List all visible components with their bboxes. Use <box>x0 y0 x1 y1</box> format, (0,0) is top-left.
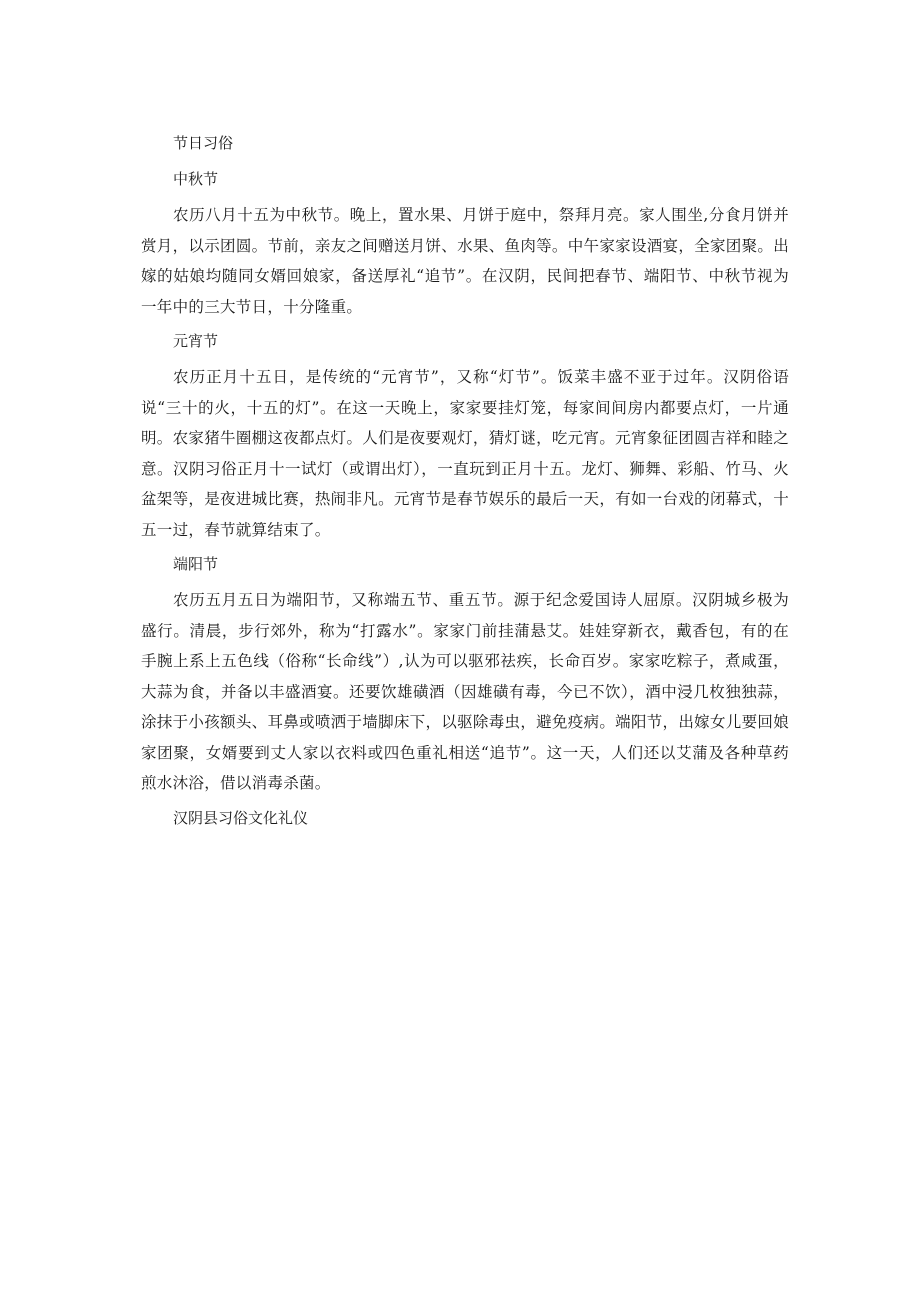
mid-autumn-paragraph: 农历八月十五为中秋节。晚上，置水果、月饼于庭中，祭拜月亮。家人围坐,分食月饼并赏月，以示团圆。节前，亲友之间赠送月饼、水果、鱼肉等。中午家家设酒宴，全家团聚。出嫁的姑娘均随同女婿回娘家，备送厚礼“追节”。在汉阴，民间把春节、端阳节、中秋节视为一年中的三大节日，十分隆重。 <box>141 206 789 316</box>
mid-autumn-heading: 中秋节 <box>173 170 219 188</box>
dragon-boat-heading: 端阳节 <box>173 555 219 573</box>
section-title: 节日习俗 <box>173 134 234 152</box>
dragon-boat-paragraph: 农历五月五日为端阳节，又称端五节、重五节。源于纪念爱国诗人屈原。汉阴城乡极为盛行。清晨，步行郊外，称为“打露水”。家家门前挂蒲悬艾。娃娃穿新衣，戴香包，有的在手腕上系上五色线（俗称“长命线”）,认为可以驱邪祛疾，长命百岁。家家吃粽子，煮咸蛋，大蒜为食，并备以丰盛酒宴。还要饮雄磺酒（因雄磺有毒，今已不饮），酒中浸几枚独独蒜，涂抹于小孩额头、耳鼻或喷洒于墙脚床下，以驱除毒虫，避免疫病。端阳节，出嫁女儿要回娘家团聚，女婿要到丈人家以衣料或四色重礼相送“追节”。这一天，人们还以艾蒲及各种草药煎水沐浴，借以消毒杀菌。 <box>141 591 789 792</box>
document-page <box>141 128 789 839</box>
lantern-festival-paragraph: 农历正月十五日，是传统的“元宵节”，又称“灯节”。饭菜丰盛不亚于过年。汉阴俗语说“三十的火，十五的灯”。在这一天晚上，家家要挂灯笼，每家间间房内都要点灯，一片通明。农家猪牛圈棚这夜都点灯。人们是夜要观灯，猜灯谜，吃元宵。元宵象征团圆吉祥和睦之意。汉阴习俗正月十一试灯（或谓出灯），一直玩到正月十五。龙灯、狮舞、彩船、竹马、火盆架等，是夜进城比赛，热闹非凡。元宵节是春节娱乐的最后一天，有如一台戏的闭幕式，十五一过，春节就算结束了。 <box>141 368 789 539</box>
footer-title: 汉阴县习俗文化礼仪 <box>173 808 309 827</box>
lantern-festival-heading: 元宵节 <box>173 332 219 350</box>
